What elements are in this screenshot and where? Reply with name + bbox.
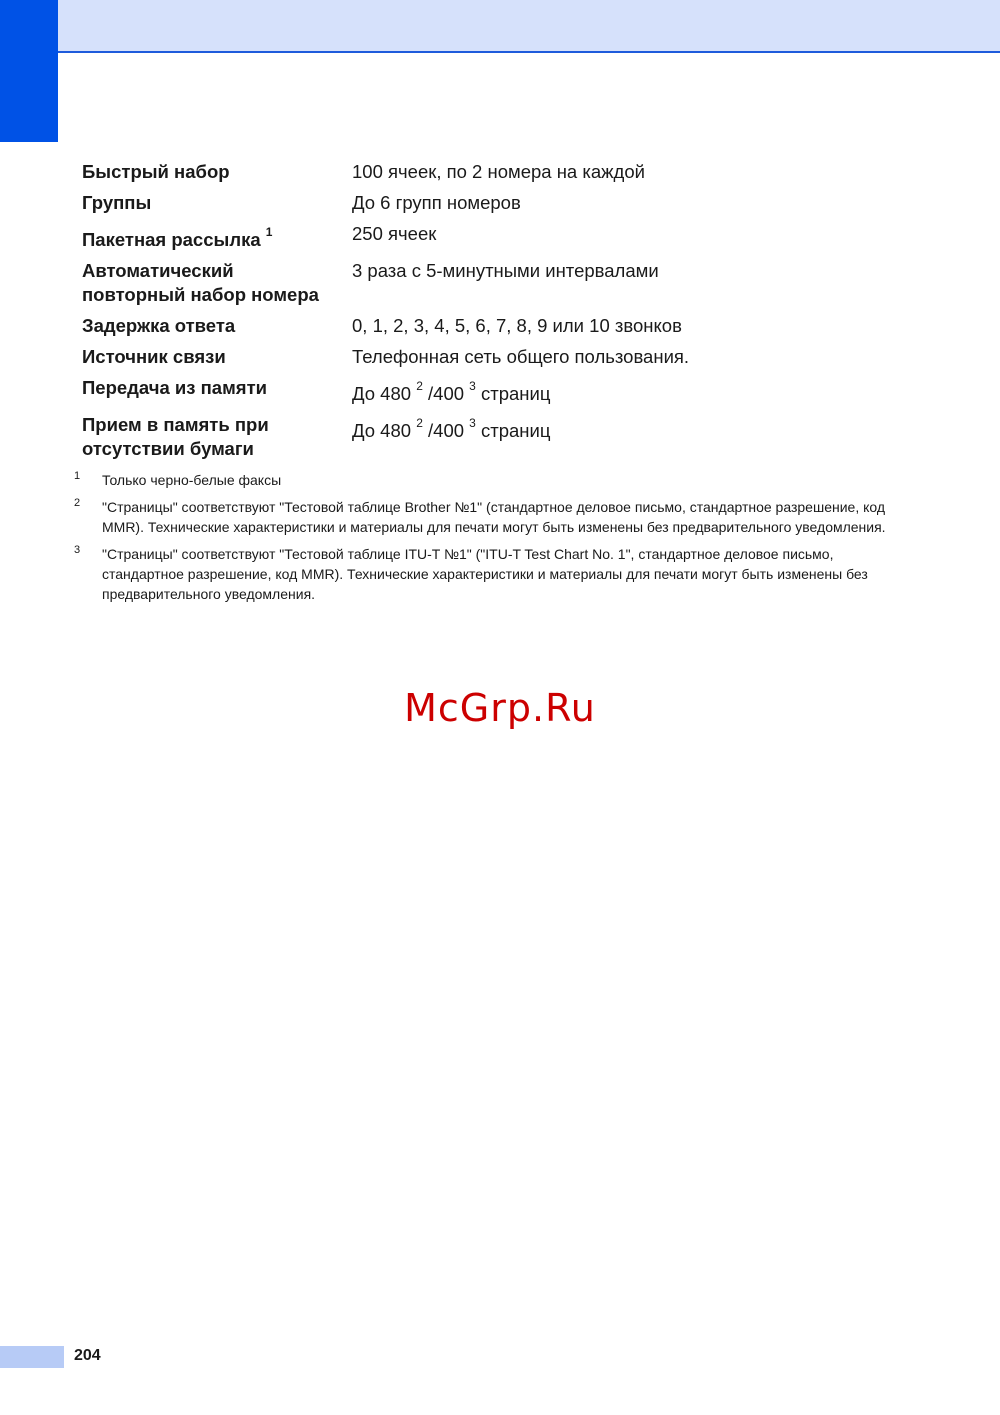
- footnote-ref: 2: [416, 415, 423, 430]
- footnote-text: "Страницы" соответствуют "Тестовой таблице ITU-T №1" ("ITU-T Test Chart No. 1", стандартное деловое письмо, стандартное разрешение, код MMR). Технические характеристики и материалы для печати могут быть изменены без предварительного уведомления.: [102, 546, 868, 602]
- spec-value: 250 ячеек: [352, 223, 437, 244]
- spec-value: 0, 1, 2, 3, 4, 5, 6, 7, 8, 9 или 10 звонков: [352, 315, 682, 336]
- spec-row: [82, 160, 902, 191]
- spec-label-cell: [82, 222, 352, 259]
- spec-value: Телефонная сеть общего пользования.: [352, 346, 690, 367]
- footnote-ref: 2: [416, 378, 423, 393]
- spec-row: [82, 259, 902, 314]
- spec-table: [82, 160, 902, 468]
- spec-label-cell: [82, 413, 352, 468]
- spec-value: 3 раза с 5-минутными интервалами: [352, 260, 659, 281]
- header-band: [0, 0, 1000, 52]
- spec-label: Источник связи: [82, 346, 226, 367]
- spec-row: [82, 345, 902, 376]
- spec-label: Пакетная рассылка: [82, 229, 261, 250]
- chapter-tab: [0, 0, 58, 142]
- footer-bar: [0, 1346, 64, 1368]
- spec-label-line: отсутствии бумаги: [82, 438, 254, 459]
- spec-value-prefix: До 480: [352, 383, 412, 404]
- spec-value-cell: [352, 413, 902, 468]
- footnote-ref: 3: [469, 378, 476, 393]
- spec-label-line: Автоматический: [82, 260, 234, 281]
- footnotes: [74, 470, 914, 611]
- spec-value-mid: /400: [428, 420, 465, 441]
- spec-row: [82, 413, 902, 468]
- footnote: [74, 544, 914, 604]
- spec-row: [82, 191, 902, 222]
- footnote: [74, 497, 914, 537]
- footnote-mark: 3: [74, 544, 81, 556]
- spec-value-suffix: страниц: [481, 420, 551, 441]
- spec-label: Группы: [82, 192, 152, 213]
- spec-label-cell: [82, 259, 352, 314]
- spec-value-mid: /400: [428, 383, 465, 404]
- spec-label: Передача из памяти: [82, 377, 267, 398]
- spec-value: До 6 групп номеров: [352, 192, 521, 213]
- spec-row: [82, 314, 902, 345]
- spec-value-cell: [352, 376, 902, 413]
- header-rule: [58, 51, 1000, 53]
- spec-value-prefix: До 480: [352, 420, 412, 441]
- watermark: McGrp.Ru: [404, 686, 596, 730]
- spec-label-line: повторный набор номера: [82, 284, 319, 305]
- spec-row: [82, 376, 902, 413]
- spec-value: 100 ячеек, по 2 номера на каждой: [352, 161, 645, 182]
- spec-label: Быстрый набор: [82, 161, 230, 182]
- spec-value-suffix: страниц: [481, 383, 551, 404]
- footnote-text: Только черно-белые факсы: [102, 472, 282, 488]
- page-number: 204: [74, 1347, 101, 1364]
- spec-label: Задержка ответа: [82, 315, 236, 336]
- footnote: [74, 470, 914, 490]
- footnote-mark: 1: [74, 470, 81, 482]
- spec-label-line: Прием в память при: [82, 414, 269, 435]
- footnote-text: "Страницы" соответствуют "Тестовой таблице Brother №1" (стандартное деловое письмо, стандартное разрешение, код MMR). Технические характеристики и материалы для печати могут быть изменены без предварительного уведомления.: [102, 499, 886, 535]
- footnote-mark: 2: [74, 497, 81, 509]
- footnote-ref: 3: [469, 415, 476, 430]
- footnote-ref: 1: [265, 224, 273, 239]
- spec-row: [82, 222, 902, 259]
